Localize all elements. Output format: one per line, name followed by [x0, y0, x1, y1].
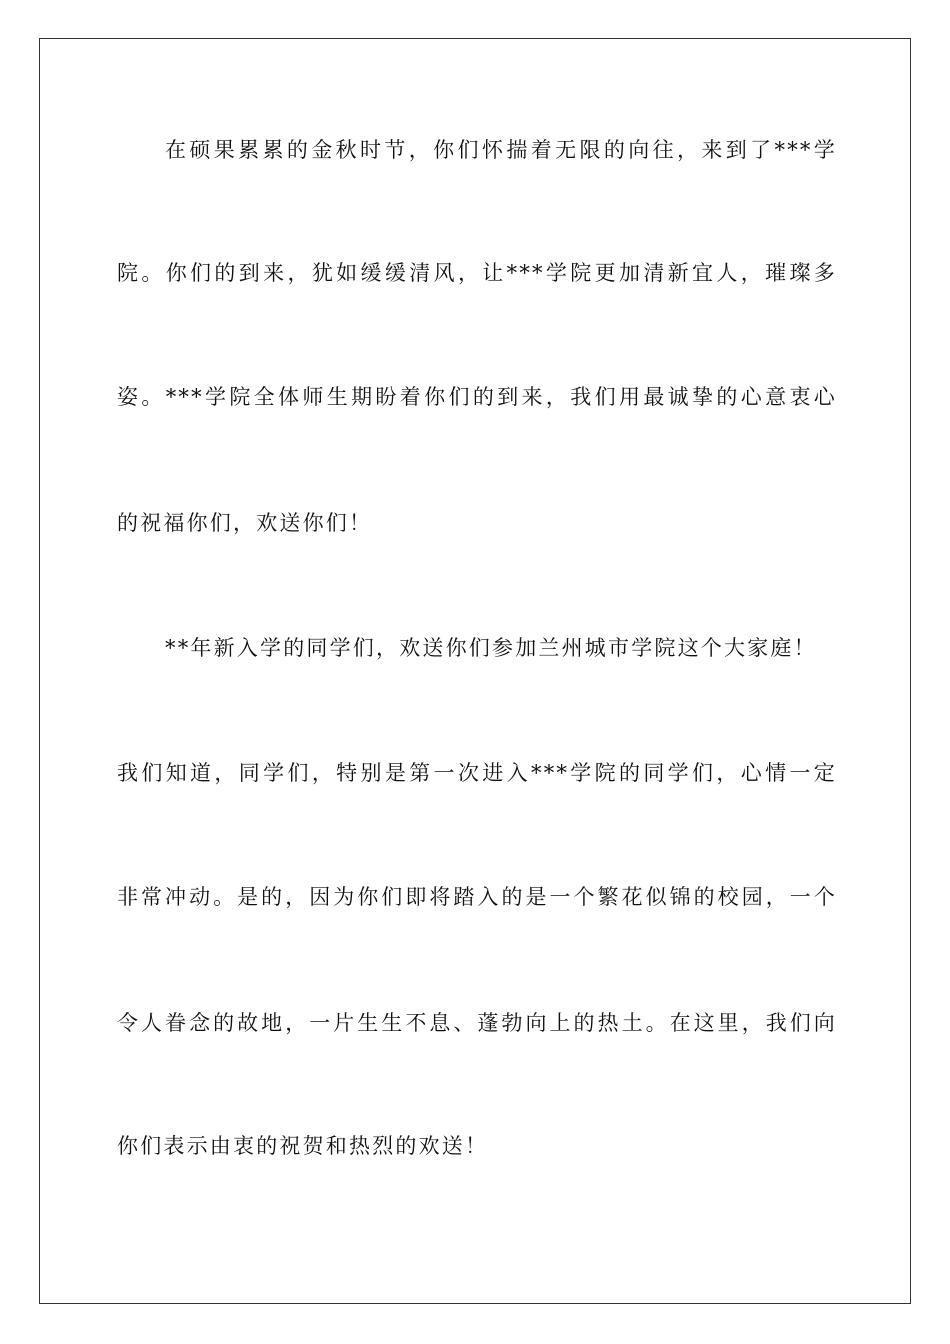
paragraph-2-line-3: 非常冲动。是的，因为你们即将踏入的是一个繁花似锦的校园，一个 [117, 885, 837, 909]
page-border [39, 38, 911, 1304]
paragraph-2-line-5: 你们表示由衷的祝贺和热烈的欢送！ [117, 1134, 489, 1158]
paragraph-1-line-3: 姿。***学院全体师生期盼着你们的到来，我们用最诚挚的心意衷心 [117, 385, 837, 409]
paragraph-2-line-2: 我们知道，同学们，特别是第一次进入***学院的同学们，心情一定 [117, 761, 837, 785]
paragraph-2-line-4: 令人眷念的故地，一片生生不息、蓬勃向上的热土。在这里，我们向 [117, 1011, 837, 1035]
paragraph-1-line-1: 在硕果累累的金秋时节，你们怀揣着无限的向往，来到了***学 [165, 138, 837, 162]
paragraph-2-line-1: **年新入学的同学们，欢送你们参加兰州城市学院这个大家庭！ [165, 636, 817, 660]
paragraph-1-line-2: 院。你们的到来，犹如缓缓清风，让***学院更加清新宜人，璀璨多 [117, 261, 837, 285]
paragraph-1-line-4: 的祝福你们，欢送你们！ [117, 511, 373, 535]
